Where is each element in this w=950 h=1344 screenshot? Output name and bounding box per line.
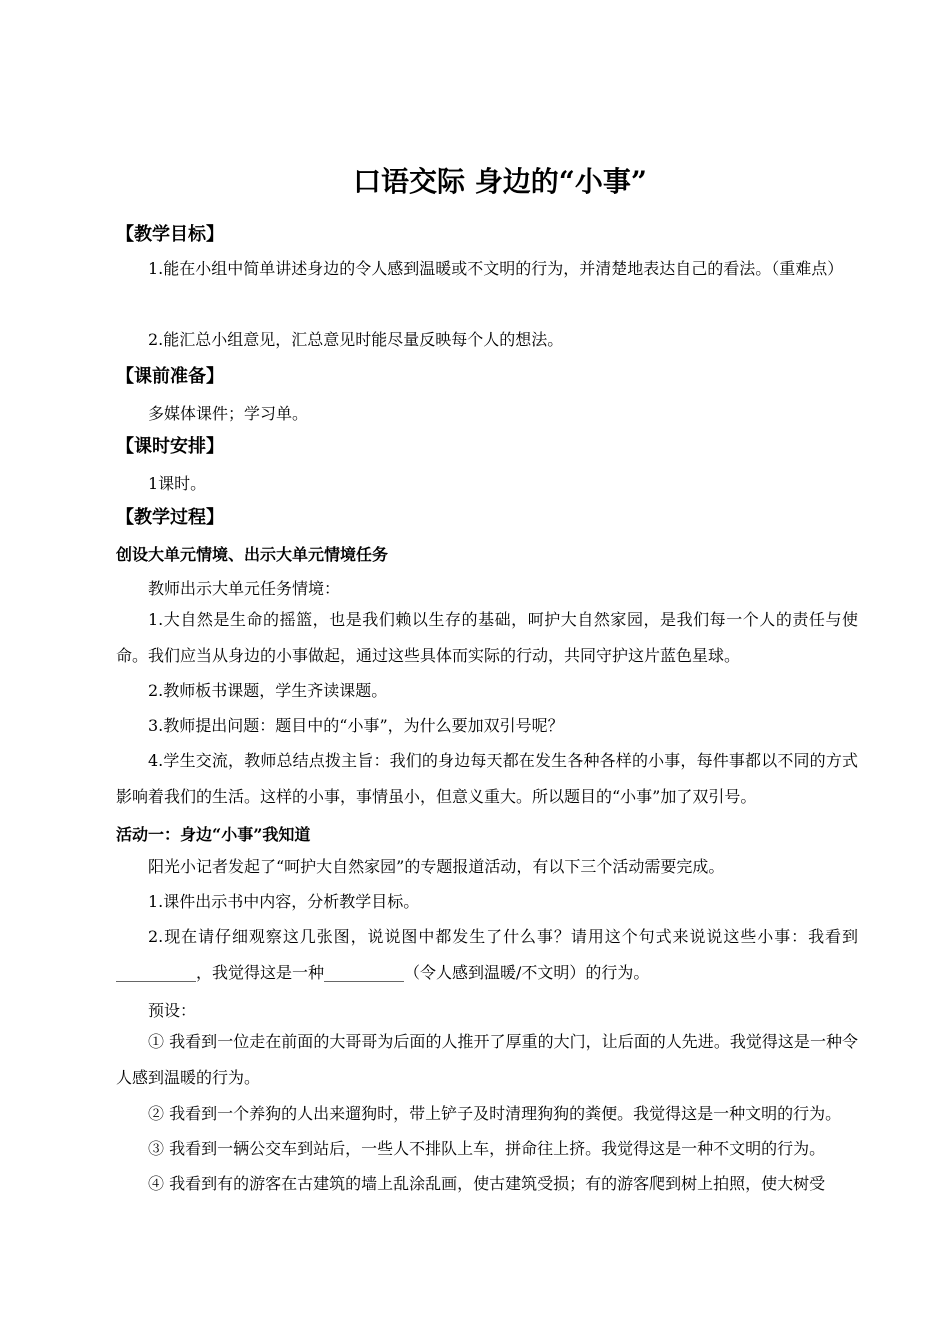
goals-heading: 【教学目标】 [116, 224, 224, 245]
goal-item-2: 2.能汇总小组意见，汇总意见时能尽量反映每个人的想法。 [148, 330, 564, 349]
section-1-item-2: 2.教师板书课题，学生齐读课题。 [148, 681, 388, 700]
schedule-heading: 【课时安排】 [116, 436, 224, 457]
section-2-item-2: 2.现在请仔细观察这几张图，说说图中都发生了什么事？请用这个句式来说说这些小事：我看到__________，我觉得这是一种__________（令人感到温暖/不文明）的行为。 [116, 927, 858, 982]
goal-item-1: 1.能在小组中简单讲述身边的令人感到温暖或不文明的行为，并清楚地表达自己的看法。（重难点） [148, 259, 844, 278]
section-1-item-4: 4.学生交流，教师总结点拨主旨：我们的身边每天都在发生各种各样的小事，每件事都以不同的方式影响着我们的生活。这样的小事，事情虽小，但意义重大。所以题目的“小事”加了双引号。 [116, 751, 858, 806]
preset-item-1: ① 我看到一位走在前面的大哥哥为后面的人推开了厚重的大门，让后面的人先进。我觉得这是一种令人感到温暖的行为。 [116, 1032, 858, 1087]
section-1-intro: 教师出示大单元任务情境： [148, 579, 341, 598]
section-1-item-1: 1.大自然是生命的摇篮，也是我们赖以生存的基础，呵护大自然家园，是我们每一个人的责任与使命。我们应当从身边的小事做起，通过这些具体而实际的行动，共同守护这片蓝色星球。 [116, 610, 858, 665]
prep-text: 多媒体课件；学习单。 [148, 404, 309, 423]
page-title: 口语交际 身边的“小事” [353, 165, 647, 198]
preset-item-2: ② 我看到一个养狗的人出来遛狗时，带上铲子及时清理狗狗的粪便。我觉得这是一种文明的行为。 [148, 1104, 842, 1123]
preset-item-4: ④ 我看到有的游客在古建筑的墙上乱涂乱画，使古建筑受损；有的游客爬到树上拍照，使大树受 [148, 1174, 826, 1193]
section-1-item-3: 3.教师提出问题：题目中的“小事”，为什么要加双引号呢？ [148, 716, 564, 735]
section-2-intro: 阳光小记者发起了“呵护大自然家园”的专题报道活动，有以下三个活动需要完成。 [148, 857, 725, 876]
section-1-heading: 创设大单元情境、出示大单元情境任务 [116, 545, 389, 564]
schedule-text: 1课时。 [148, 474, 207, 493]
section-2-heading: 活动一：身边“小事”我知道 [116, 825, 311, 844]
process-heading: 【教学过程】 [116, 507, 224, 528]
preset-label: 预设： [148, 1001, 197, 1020]
preset-item-3: ③ 我看到一辆公交车到站后，一些人不排队上车，拼命往上挤。我觉得这是一种不文明的行为。 [148, 1139, 826, 1158]
prep-heading: 【课前准备】 [116, 366, 224, 387]
section-2-item-1: 1.课件出示书中内容，分析教学目标。 [148, 892, 420, 911]
